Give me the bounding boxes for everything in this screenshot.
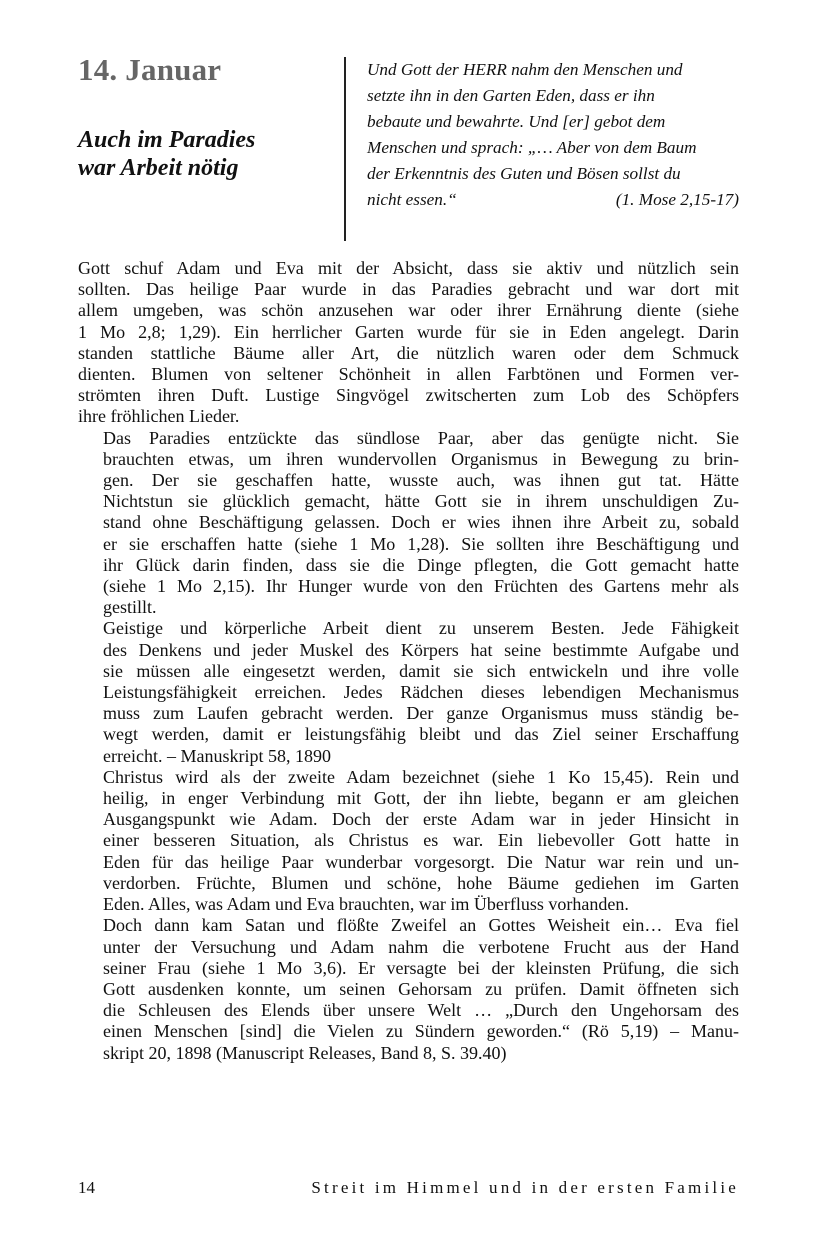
running-title: Streit im Himmel und in der ersten Familie	[311, 1178, 739, 1197]
text-line: 1 Mo 2,8; 1,29). Ein herrlicher Garten wurde für sie in Eden angelegt. Darin	[78, 321, 739, 342]
text-line: gestillt.	[103, 597, 157, 618]
verse-reference: (1. Mose 2,15-17)	[615, 190, 739, 209]
text-line: einen Menschen [sind] die Vielen zu Sündern geworden.“ (Rö 5,19) – Manu-	[103, 1021, 739, 1042]
text-line: Nichtstun sie glücklich gemacht, hätte Gott sie in ihrem unschuldigen Zu-	[103, 491, 739, 512]
page-footer	[78, 1178, 739, 1198]
text-line: (siehe 1 Mo 2,15). Ihr Hunger wurde von den Früchten des Gartens mehr als	[103, 576, 739, 597]
text-line: einer besseren Situation, als Christus es war. Ein liebevoller Gott hatte in	[103, 830, 739, 851]
text-line: dienten. Blumen von seltener Schönheit in allen Farbtönen und Formen ver-	[78, 364, 739, 385]
text-line: Leistungsfähigkeit erreichen. Jedes Rädchen dieses lebendigen Mechanismus	[103, 682, 739, 703]
text-line: brauchten etwas, um ihren wundervollen Organismus in Bewegung zu brin-	[103, 448, 739, 469]
text-line: wegt werden, damit er leistungsfähig bleibt und das Ziel seiner Erschaffung	[103, 724, 739, 745]
text-line: ihr Glück darin finden, dass sie die Dinge pflegten, die Gott gemacht hatte	[103, 554, 739, 575]
text-line: Ausgangspunkt wie Adam. Doch der erste Adam war in jeder Hinsicht in	[103, 809, 739, 830]
bible-verse	[367, 57, 739, 213]
verse-line: bebaute und bewahrte. Und [er] gebot dem	[367, 112, 666, 131]
text-line: ihre fröhlichen Lieder.	[78, 406, 240, 427]
verse-line: der Erkenntnis des Guten und Bösen sollst du	[367, 164, 681, 183]
text-line: sie müssen alle eingesetzt werden, damit sie sich entwickeln und ihre volle	[103, 660, 739, 681]
text-line: die Schleusen des Elends über unsere Welt … „Durch den Ungehorsam des	[103, 1000, 739, 1021]
devotional-title-line: Auch im Paradies	[78, 127, 256, 153]
text-line: Gott schuf Adam und Eva mit der Absicht, dass sie aktiv und nützlich sein	[78, 258, 739, 278]
text-line: Gott ausdenken konnte, um seinen Gehorsam zu prüfen. Damit öffneten sich	[103, 978, 739, 999]
text-line: strömten ihren Duft. Lustige Singvögel zwitscherten zum Lob des Schöpfers	[78, 385, 739, 406]
text-line: seiner Frau (siehe 1 Mo 3,6). Er versagte bei der kleinsten Prüfung, die sich	[103, 957, 739, 978]
text-line: muss zum Laufen gebracht werden. Der ganze Organismus muss ständig be-	[103, 703, 739, 724]
verse-last-line	[367, 187, 739, 213]
text-line: verdorben. Früchte, Blumen und schöne, hohe Bäume gediehen im Garten	[103, 872, 739, 893]
body-paragraph	[78, 915, 739, 1063]
date-heading: 14. Januar	[78, 52, 222, 87]
text-line: unter der Versuchung und Adam nahm die verbotene Frucht aus der Hand	[103, 936, 739, 957]
text-line: gen. Der sie geschaffen hatte, wusste auch, was ihnen gut tat. Hätte	[103, 470, 739, 491]
devotional-title	[78, 126, 308, 182]
text-line: er sie erschaffen hatte (siehe 1 Mo 1,28). Sie sollten ihre Beschäftigung und	[103, 533, 739, 554]
vertical-divider	[344, 57, 346, 241]
text-line: stand ohne Beschäftigung gelassen. Doch er wies ihnen ihre Arbeit zu, sobald	[103, 512, 739, 533]
body-paragraph	[78, 767, 739, 915]
text-line: Christus wird als der zweite Adam bezeichnet (siehe 1 Ko 15,45). Rein und	[103, 766, 739, 787]
verse-line: setzte ihn in den Garten Eden, dass er ihn	[367, 86, 655, 105]
text-line: sollten. Das heilige Paar wurde in das Paradies gebracht und war dort mit	[78, 279, 739, 300]
verse-line: nicht essen.“	[367, 190, 457, 209]
text-line: Das Paradies entzückte das sündlose Paar, aber das genügte nicht. Sie	[103, 427, 739, 448]
text-line: Geistige und körperliche Arbeit dient zu unserem Besten. Jede Fähigkeit	[103, 618, 739, 639]
page-number: 14	[78, 1178, 95, 1197]
text-line: standen stattliche Bäume aller Art, die nützlich waren oder dem Schmuck	[78, 342, 739, 363]
verse-line: Und Gott der HERR nahm den Menschen und	[367, 60, 683, 79]
devotional-title-line: war Arbeit nötig	[78, 155, 239, 181]
body-paragraph	[78, 618, 739, 766]
text-line: Doch dann kam Satan und flößte Zweifel an Gottes Weisheit ein… Eva fiel	[103, 915, 739, 936]
body-paragraph	[78, 258, 739, 428]
text-line: des Denkens und jeder Muskel des Körpers hat seine bestimmte Aufgabe und	[103, 639, 739, 660]
text-line: allem umgeben, was schön anzusehen war oder ihrer Ernährung diente (siehe	[78, 300, 739, 321]
verse-line: Menschen und sprach: „… Aber von dem Baum	[367, 138, 697, 157]
body-paragraph	[78, 428, 739, 619]
text-line: skript 20, 1898 (Manuscript Releases, Band 8, S. 39.40)	[103, 1042, 507, 1063]
text-line: heilig, in enger Verbindung mit Gott, der ihn liebte, begann er am gleichen	[103, 788, 739, 809]
text-line: erreicht. – Manuskript 58, 1890	[103, 745, 331, 766]
text-line: Eden. Alles, was Adam und Eva brauchten, war im Überfluss vorhanden.	[103, 894, 629, 915]
text-line: Eden für das heilige Paar wunderbar vorgesorgt. Die Natur war rein und un-	[103, 851, 739, 872]
body-text	[78, 258, 739, 1064]
